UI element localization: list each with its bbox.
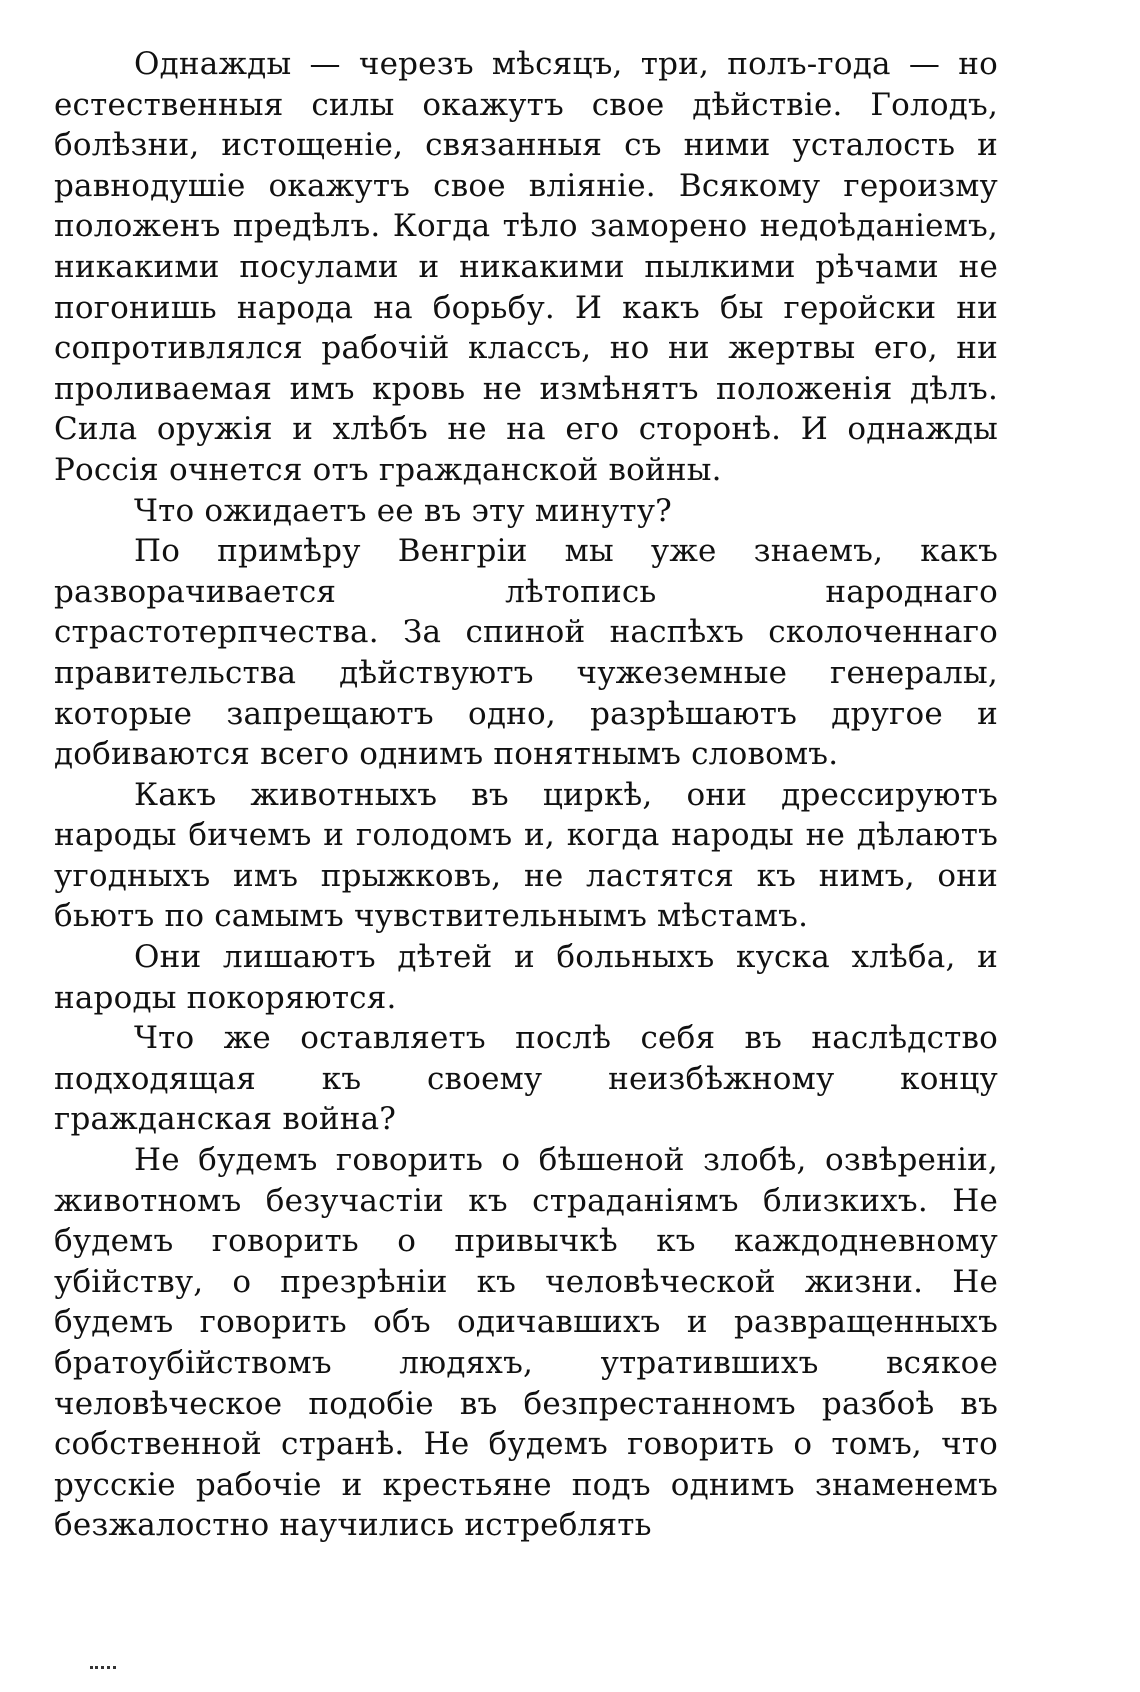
- paragraph-5: Они лишаютъ дѣтей и больныхъ куска хлѣба, и народы покоряются.: [54, 939, 998, 1016]
- page-bottom-mark: [90, 1666, 116, 1672]
- paragraph-1: Однажды — черезъ мѣсяцъ, три, полъ-года — но естественныя силы окажутъ свое дѣйствіе. Голодъ, болѣзни, истощеніе, связанныя съ ними усталость и равнодушіе окажутъ свое вліяніе. Всякому героизму положенъ предѣлъ. Когда тѣло заморено недоѣданіемъ, никакими посулами и никакими пылкими рѣчами не погонишь народа на борьбу. И какъ бы геройски ни сопротивлялся рабочій классъ, но ни жертвы его, ни проливаемая имъ кровь не измѣнятъ положенія дѣлъ. Сила оружія и хлѣбъ не на его сторонѣ. И однажды Россія очнется отъ гражданской войны.: [54, 46, 998, 488]
- paragraph-3: По примѣру Венгріи мы уже знаемъ, какъ разворачивается лѣтопись народнаго страстотерпчества. За спиной наспѣхъ сколоченнаго правительства дѣйствуютъ чужеземные генералы, которые запрещаютъ одно, разрѣшаютъ другое и добиваются всего однимъ понятнымъ словомъ.: [54, 533, 998, 773]
- paragraph-7: Не будемъ говорить о бѣшеной злобѣ, озвѣреніи, животномъ безучастіи къ страданіямъ близкихъ. Не будемъ говорить о привычкѣ къ каждодневному убійству, о презрѣніи къ человѣческой жизни. Не будемъ говорить объ одичавшихъ и развращенныхъ братоубійствомъ людяхъ, утратившихъ всякое человѣческое подобіе въ безпрестанномъ разбоѣ въ собственной странѣ. Не будемъ говорить о томъ, что русскіе рабочіе и крестьяне подъ однимъ знаменемъ безжалостно научились истреблять: [54, 1142, 998, 1544]
- paragraph-2: Что ожидаетъ ее въ эту минуту?: [134, 492, 672, 529]
- paragraph-4: Какъ животныхъ въ циркѣ, они дрессируютъ народы бичемъ и голодомъ и, когда народы не дѣлаютъ угодныхъ имъ прыжковъ, не ластятся къ нимъ, они бьютъ по самымъ чувствительнымъ мѣстамъ.: [54, 776, 998, 935]
- paragraph-6: Что же оставляетъ послѣ себя въ наслѣдство подходящая къ своему неизбѣжному концу гражданская война?: [54, 1020, 998, 1138]
- page-text: [54, 44, 998, 1546]
